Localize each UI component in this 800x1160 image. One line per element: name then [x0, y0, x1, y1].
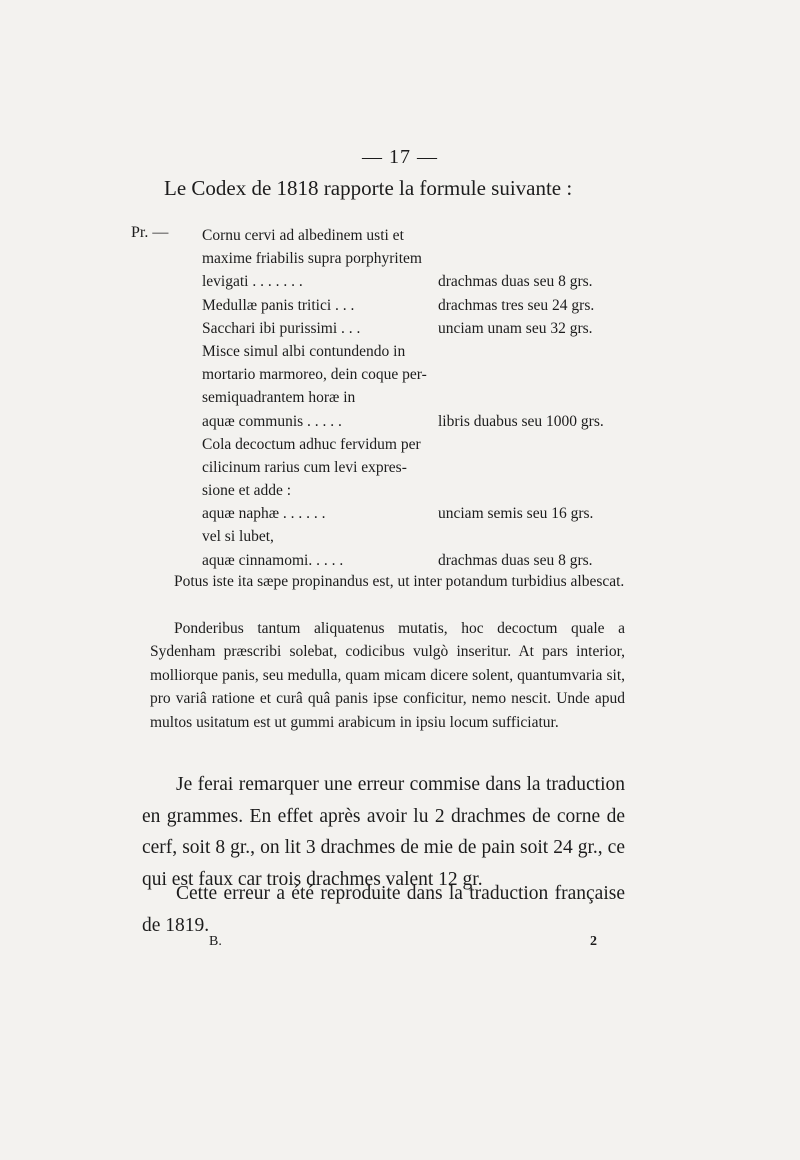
recipe-block [202, 224, 622, 572]
page-number: — 17 — [362, 146, 438, 168]
recipe-row [202, 247, 622, 270]
recipe-row [202, 433, 622, 456]
recipe-row [202, 294, 622, 317]
recipe-row [202, 479, 622, 502]
recipe-quantity: unciam unam seu 32 grs. [438, 319, 593, 337]
recipe-ingredient: mortario marmoreo, dein coque per- [202, 366, 427, 384]
recipe-row [202, 363, 622, 386]
signature-mark-right: 2 [590, 934, 597, 949]
recipe-ingredient: Misce simul albi contundendo in [202, 342, 406, 360]
french-paragraph-2: Cette erreur a été reproduite dans la traduction française de 1819. [142, 883, 625, 936]
signature-mark-left: B. [209, 934, 222, 949]
recipe-row [202, 410, 622, 433]
recipe-ingredient: levigati . . . . . . . [202, 273, 303, 291]
recipe-row [202, 340, 622, 363]
recipe-row [202, 270, 622, 293]
recipe-ingredient: cilicinum rarius cum levi expres- [202, 458, 407, 476]
recipe-row [202, 502, 622, 525]
recipe-row [202, 317, 622, 340]
recipe-row [202, 386, 622, 409]
recipe-ingredient: maxime friabilis supra porphyritem [202, 250, 422, 268]
french-paragraph-1: Je ferai remarquer une erreur commise dans la traduction en grammes. En effet après avoir lu 2 drachmes de corne de cerf, soit 8 gr., on lit 3 drachmes de mie de pain soit 24 gr., ce qui est faux car trois drachmes valent 12 gr. [142, 774, 625, 890]
recipe-ingredient: Cornu cervi ad albedinem usti et [202, 227, 404, 244]
recipe-ingredient: vel si lubet, [202, 528, 274, 546]
prescription-label: Pr. — [131, 224, 169, 241]
recipe-quantity: drachmas duas seu 8 grs. [438, 273, 593, 291]
recipe-quantity: drachmas tres seu 24 grs. [438, 296, 595, 314]
potus-paragraph: Potus iste ita sæpe propinandus est, ut inter potandum turbidius albescat. [174, 573, 625, 590]
recipe-ingredient: Medullæ panis tritici . . . [202, 296, 355, 314]
recipe-row [202, 224, 622, 247]
recipe-quantity: unciam semis seu 16 grs. [438, 505, 594, 523]
recipe-row [202, 525, 622, 548]
recipe-ingredient: aquæ communis . . . . . [202, 412, 342, 430]
recipe-row [202, 549, 622, 572]
ponderibus-paragraph: Ponderibus tantum aliquatenus mutatis, hoc decoctum quale a Sydenham præscribi solebat, codicibus vulgò inseritur. At pars interior, molliorque panis, seu medulla, quam micam dicere solent, quantumvaria sit, pro variâ ratione et curâ quâ panis ipse conficitur, nemo nescit. Unde apud multos usitatum est ut gummi arabicum in ipsiu locum sufficiatur. [150, 620, 625, 731]
recipe-ingredient: sione et adde : [202, 482, 292, 500]
intro-line: Le Codex de 1818 rapporte la formule suivante : [164, 176, 573, 200]
recipe-ingredient: aquæ naphæ . . . . . . [202, 505, 326, 523]
recipe-row [202, 456, 622, 479]
recipe-ingredient: Cola decoctum adhuc fervidum per [202, 435, 421, 453]
recipe-ingredient: aquæ cinnamomi. . . . . [202, 551, 344, 569]
recipe-ingredient: semiquadrantem horæ in [202, 389, 356, 407]
recipe-quantity: drachmas duas seu 8 grs. [438, 551, 593, 569]
recipe-quantity: libris duabus seu 1000 grs. [438, 412, 604, 430]
recipe-ingredient: Sacchari ibi purissimi . . . [202, 319, 361, 337]
